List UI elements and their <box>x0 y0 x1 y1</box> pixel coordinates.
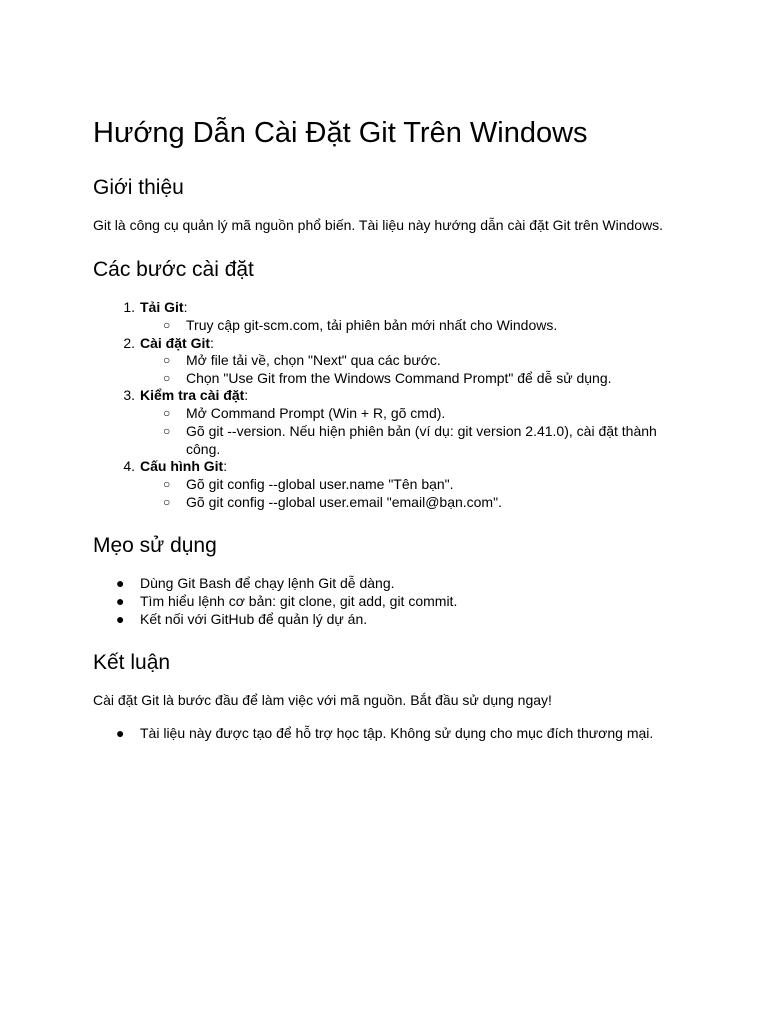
tip-item: Kết nối với GitHub để quản lý dự án. <box>140 611 368 627</box>
step-number: 3. <box>123 387 135 403</box>
step-subitem: Truy cập git-scm.com, tải phiên bản mới nhất cho Windows. <box>186 317 558 333</box>
disclaimer-item: Tài liệu này được tạo để hỗ trợ học tập. Không sử dụng cho mục đích thương mại. <box>140 725 654 741</box>
step-suffix: : <box>223 458 228 474</box>
document-title: Hướng Dẫn Cài Đặt Git Trên Windows <box>93 117 588 149</box>
section-heading-intro: Giới thiệu <box>93 176 184 199</box>
step-suffix: : <box>183 299 188 315</box>
step-title: Kiểm tra cài đặt <box>140 387 245 403</box>
tip-item: Tìm hiểu lệnh cơ bản: git clone, git add, git commit. <box>140 593 458 609</box>
step-label <box>140 457 227 475</box>
tip-item: Dùng Git Bash để chạy lệnh Git dễ dàng. <box>140 575 395 591</box>
step-subitem: Gõ git config --global user.email "email@bạn.com". <box>186 494 502 510</box>
sub-bullet-icon: ○ <box>163 424 171 438</box>
sub-bullet-icon: ○ <box>163 406 171 420</box>
conclusion-paragraph: Cài đặt Git là bước đầu để làm việc với mã nguồn. Bắt đầu sử dụng ngay! <box>93 692 552 708</box>
step-title: Tải Git <box>140 299 184 315</box>
step-title: Cài đặt Git <box>140 335 211 351</box>
step-number: 4. <box>123 458 135 474</box>
step-subitem-continuation: công. <box>186 441 221 457</box>
step-subitem: Mở Command Prompt (Win + R, gõ cmd). <box>186 405 446 421</box>
bullet-icon: ● <box>116 611 125 627</box>
step-title: Cấu hình Git <box>140 458 224 474</box>
bullet-icon: ● <box>116 725 125 741</box>
sub-bullet-icon: ○ <box>163 318 171 332</box>
step-subitem: Gõ git config --global user.name "Tên bạn". <box>186 476 454 492</box>
sub-bullet-icon: ○ <box>163 495 171 509</box>
step-suffix: : <box>210 335 214 351</box>
sub-bullet-icon: ○ <box>163 477 171 491</box>
intro-paragraph: Git là công cụ quản lý mã nguồn phổ biến. Tài liệu này hướng dẫn cài đặt Git trên Windows. <box>93 217 664 233</box>
section-heading-tips: Mẹo sử dụng <box>93 534 217 557</box>
section-heading-conclusion: Kết luận <box>93 651 171 674</box>
step-label <box>140 334 214 352</box>
step-label <box>140 386 248 404</box>
bullet-icon: ● <box>116 575 125 591</box>
step-subitem: Mở file tải về, chọn "Next" qua các bước. <box>186 352 441 368</box>
section-heading-install-steps: Các bước cài đặt <box>93 258 254 281</box>
sub-bullet-icon: ○ <box>163 353 171 367</box>
bullet-icon: ● <box>116 593 125 609</box>
sub-bullet-icon: ○ <box>163 371 171 385</box>
step-subitem: Chọn "Use Git from the Windows Command Prompt" để dễ sử dụng. <box>186 370 612 386</box>
step-subitem: Gõ git --version. Nếu hiện phiên bản (ví dụ: git version 2.41.0), cài đặt thành <box>186 423 657 439</box>
step-label <box>140 298 187 316</box>
step-number: 2. <box>123 335 135 351</box>
step-suffix: : <box>244 387 249 403</box>
step-number: 1. <box>123 299 135 315</box>
